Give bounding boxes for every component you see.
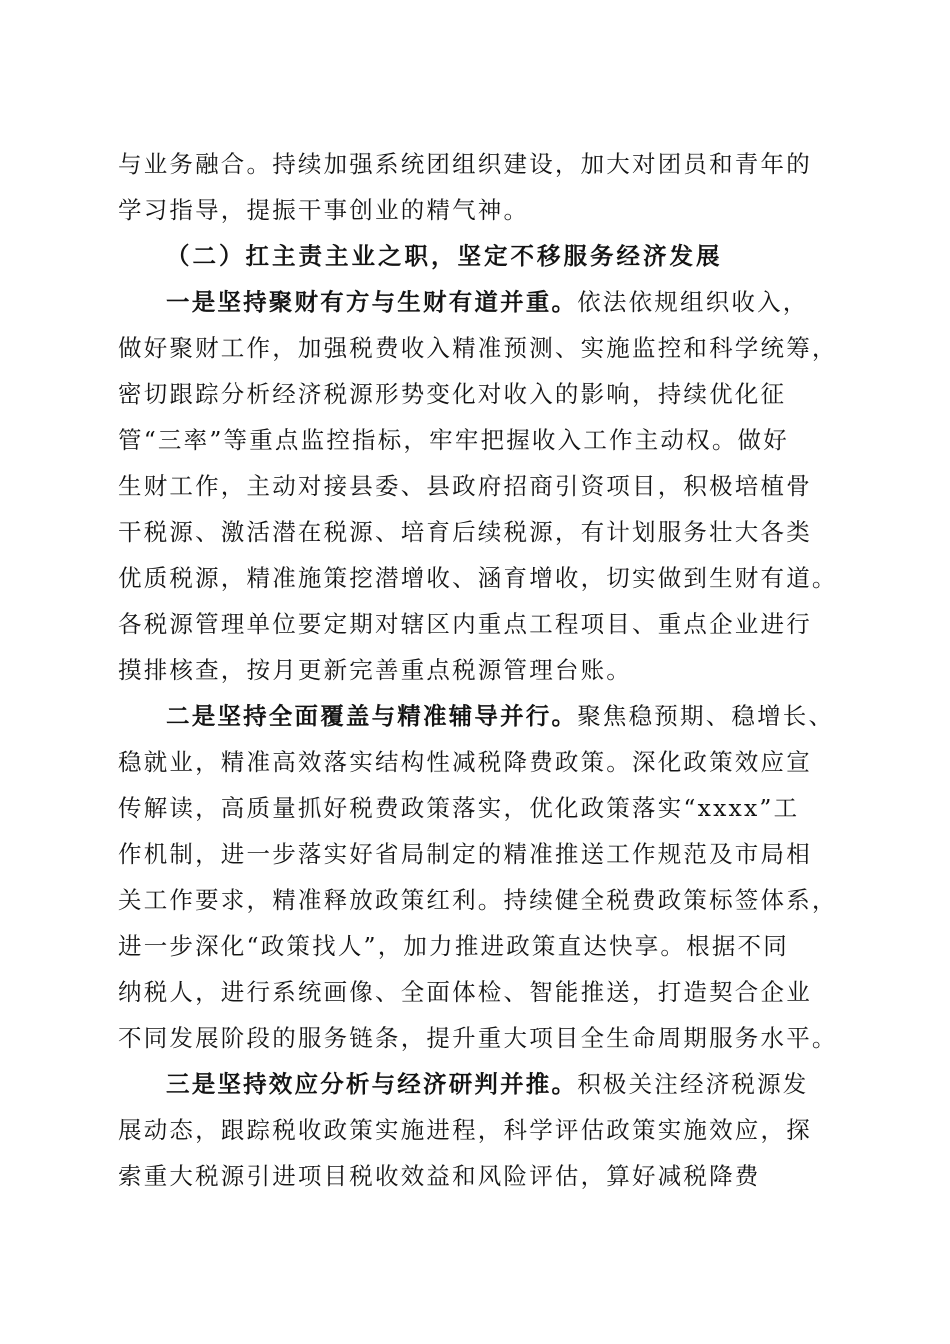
text-line bbox=[118, 742, 812, 782]
text-line bbox=[118, 190, 529, 230]
text-run: 干税源、激活潜在税源、培育后续税源，有计划服务壮大各类 bbox=[118, 518, 812, 546]
text-run: 管“三率”等重点监控指标，牢牢把握收入工作主动权。做好 bbox=[118, 426, 789, 454]
text-run: 纳税人，进行系统画像、全面体检、智能推送，打造契合企业 bbox=[118, 978, 812, 1006]
text-line bbox=[118, 420, 789, 460]
text-run: 学习指导，提振干事创业的精气神。 bbox=[118, 196, 530, 224]
text-line bbox=[118, 972, 812, 1012]
text-line bbox=[118, 328, 838, 368]
text-run: 传解读，高质量抓好税费政策落实，优化政策落实“xxxx”工 bbox=[118, 794, 800, 822]
section-heading: （二）扛主责主业之职，坚定不移服务经济发展 bbox=[166, 242, 723, 270]
text-run: 稳就业，精准高效落实结构性减税降费政策。深化政策效应宣 bbox=[118, 748, 812, 776]
text-run: 不同发展阶段的服务链条，提升重大项目全生命周期服务水平。 bbox=[118, 1024, 838, 1052]
text-line bbox=[118, 1018, 838, 1058]
text-run: 聚焦稳预期、稳增长、 bbox=[577, 702, 835, 730]
text-line bbox=[118, 1110, 812, 1150]
paragraph-lead-bold: 二是坚持全面覆盖与精准辅导并行。 bbox=[166, 702, 578, 730]
text-line bbox=[118, 558, 838, 598]
text-line bbox=[118, 512, 812, 552]
text-line bbox=[118, 650, 632, 690]
text-line bbox=[118, 788, 799, 828]
text-line bbox=[118, 604, 812, 644]
text-run: 优质税源，精准施策挖潜增收、涵育增收，切实做到生财有道。 bbox=[118, 564, 838, 592]
text-run: 作机制，进一步落实好省局制定的精准推送工作规范及市局相 bbox=[118, 840, 812, 868]
text-run: 摸排核查，按月更新完善重点税源管理台账。 bbox=[118, 656, 632, 684]
text-line bbox=[118, 1156, 761, 1196]
text-run: 各税源管理单位要定期对辖区内重点工程项目、重点企业进行 bbox=[118, 610, 812, 638]
text-run: 依法依规组织收入， bbox=[577, 288, 809, 316]
paragraph-lead-bold: 一是坚持聚财有方与生财有道并重。 bbox=[166, 288, 578, 316]
text-run: 与业务融合。持续加强系统团组织建设，加大对团员和青年的 bbox=[118, 150, 812, 178]
text-run: 积极关注经济税源发 bbox=[577, 1070, 809, 1098]
text-run: 索重大税源引进项目税收效益和风险评估，算好减税降费 bbox=[118, 1162, 761, 1190]
text-line bbox=[118, 834, 812, 874]
text-line bbox=[118, 374, 786, 414]
text-run: 密切跟踪分析经济税源形势变化对收入的影响，持续优化征 bbox=[118, 380, 787, 408]
paragraph-first-line bbox=[166, 1064, 809, 1104]
text-line bbox=[118, 144, 812, 184]
text-run: 进一步深化“政策找人”，加力推进政策直达快享。根据不同 bbox=[118, 932, 789, 960]
paragraph-lead-bold: 三是坚持效应分析与经济研判并推。 bbox=[166, 1070, 578, 1098]
text-line bbox=[118, 466, 812, 506]
text-line bbox=[118, 926, 789, 966]
text-run: 关工作要求，精准释放政策红利。持续健全税费政策标签体系， bbox=[118, 886, 838, 914]
text-run: 展动态，跟踪税收政策实施进程，科学评估政策实施效应，探 bbox=[118, 1116, 812, 1144]
paragraph-first-line bbox=[166, 282, 809, 322]
text-run: 生财工作，主动对接县委、县政府招商引资项目，积极培植骨 bbox=[118, 472, 812, 500]
paragraph-first-line bbox=[166, 696, 834, 736]
text-run: 做好聚财工作，加强税费收入精准预测、实施监控和科学统筹， bbox=[118, 334, 838, 362]
text-line bbox=[118, 880, 838, 920]
